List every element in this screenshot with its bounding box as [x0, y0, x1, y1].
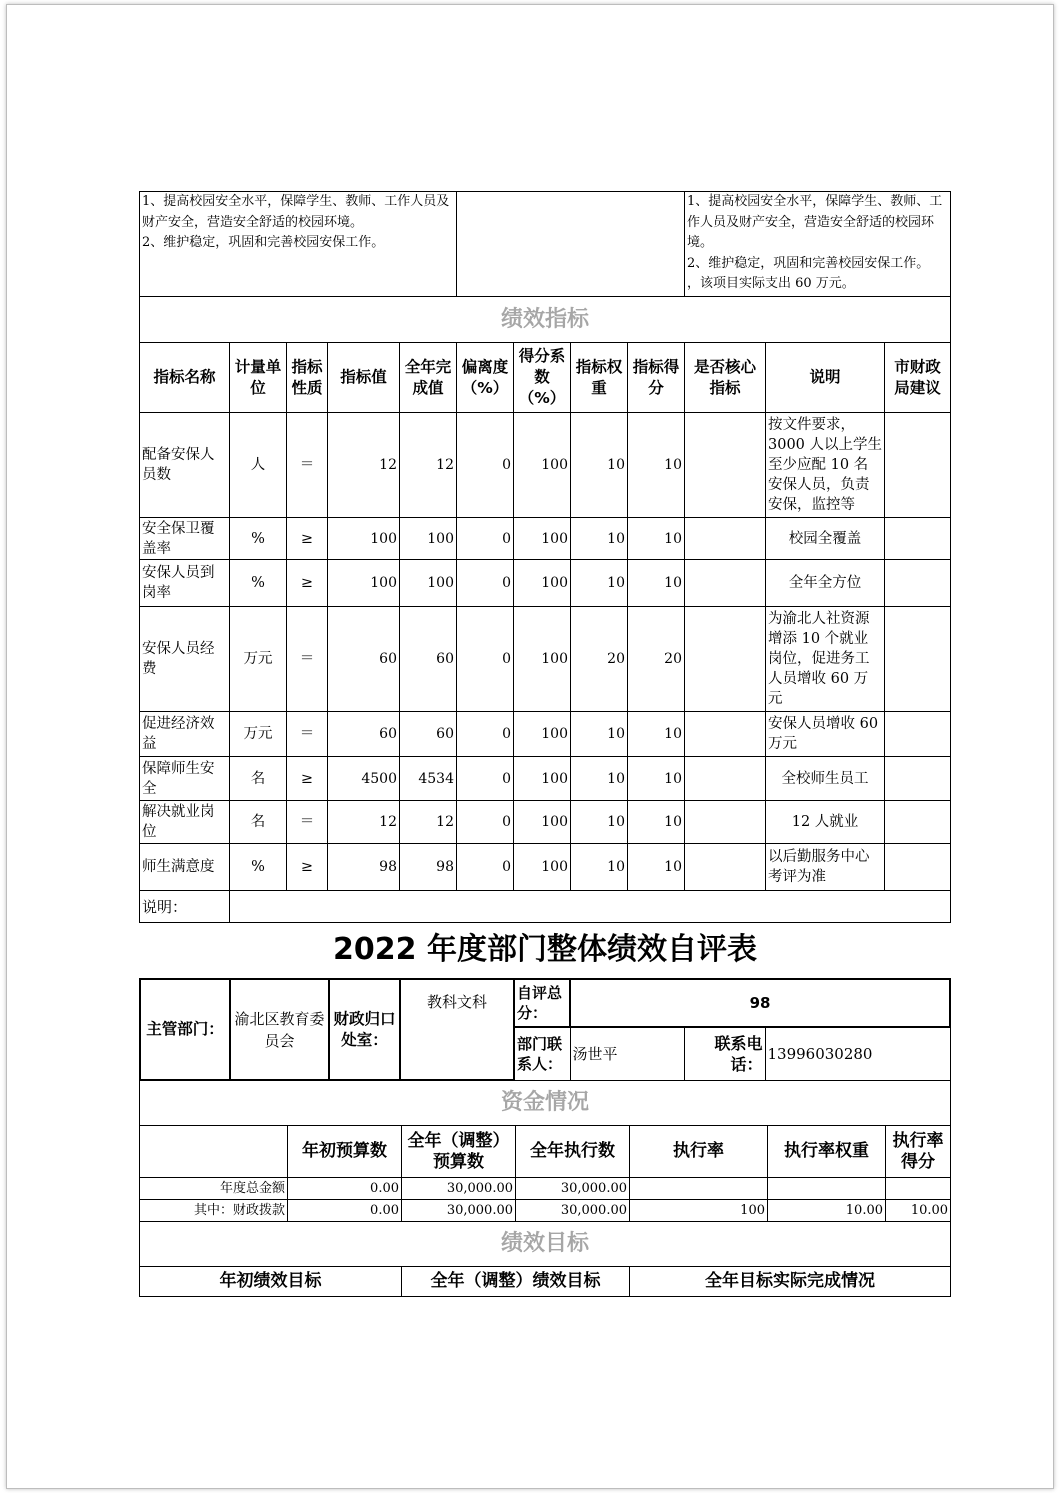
funds-row-fiscal: [140, 1200, 951, 1222]
indicator-score-coef: 100: [514, 844, 571, 891]
indicator-suggestion: [885, 844, 951, 891]
indicator-deviation: 0: [457, 518, 514, 560]
section-title-indicators: 绩效指标: [140, 297, 951, 343]
department-info-table: [139, 978, 951, 1081]
form-title: 2022 年度部门整体绩效自评表: [333, 932, 757, 967]
indicator-row: [140, 801, 951, 844]
actual-completion-text: 1、提高校园安全水平，保障学生、教师、工作人员及财产安全，营造安全舒适的校园环境。 2、维护稳定，巩固和完善校园安保工作。 ，该项目实际支出 60 万元。: [685, 192, 951, 297]
indicator-nature: ≥: [287, 560, 328, 607]
header-cell: 年初预算数: [288, 1126, 402, 1178]
indicator-actual: 100: [400, 518, 457, 560]
indicator-weight: 10: [571, 560, 628, 607]
indicator-unit: %: [230, 518, 287, 560]
indicator-score: 10: [628, 844, 685, 891]
header-cell: 全年完成值: [400, 343, 457, 413]
goal-header-adjusted: 全年（调整）绩效目标: [402, 1267, 630, 1297]
footer-label: 说明：: [140, 891, 230, 923]
header-cell: 是否核心指标: [685, 343, 766, 413]
indicator-unit: 名: [230, 801, 287, 844]
funds-header-row: [140, 1126, 951, 1178]
initial-goal-text: 1、提高校园安全水平，保障学生、教师、工作人员及财产安全，营造安全舒适的校园环境。 2、维护稳定，巩固和完善校园安保工作。: [140, 192, 457, 297]
indicator-core: [685, 712, 766, 757]
header-cell: 说明: [766, 343, 885, 413]
indicator-note: 全年全方位: [766, 560, 885, 607]
indicator-weight: 10: [571, 844, 628, 891]
indicator-row: [140, 844, 951, 891]
finance-office-value: 教科文科: [400, 979, 514, 1080]
contact-label: 部门联系人：: [514, 1027, 570, 1080]
indicator-score-coef: 100: [514, 607, 571, 712]
phone-label: 联系电话：: [684, 1027, 765, 1080]
indicator-note: 全校师生员工: [766, 757, 885, 801]
funds-rate-score: 10.00: [886, 1200, 951, 1222]
indicator-footer-row: [140, 891, 951, 923]
indicator-core: [685, 607, 766, 712]
indicator-name: 安保人员到岗率: [140, 560, 230, 607]
indicator-weight: 10: [571, 801, 628, 844]
indicator-name: 安全保卫覆盖率: [140, 518, 230, 560]
indicator-note: 以后勤服务中心考评为准: [766, 844, 885, 891]
header-cell: 执行率权重: [768, 1126, 886, 1178]
funds-row-label: 其中：财政拨款: [140, 1200, 288, 1222]
indicator-actual: 100: [400, 560, 457, 607]
goals-row: [140, 192, 951, 297]
performance-indicator-table: [139, 191, 951, 923]
indicator-nature: ＝: [287, 712, 328, 757]
indicator-weight: 10: [571, 413, 628, 518]
indicator-weight: 20: [571, 607, 628, 712]
indicator-unit: 名: [230, 757, 287, 801]
indicator-score-coef: 100: [514, 712, 571, 757]
indicator-header-row: [140, 343, 951, 413]
indicator-nature: ＝: [287, 801, 328, 844]
funds-adjusted-budget: 30,000.00: [402, 1178, 516, 1200]
indicator-row: [140, 712, 951, 757]
indicator-score-coef: 100: [514, 757, 571, 801]
indicator-target: 100: [328, 518, 400, 560]
indicator-suggestion: [885, 560, 951, 607]
finance-office-label: 财政归口处室：: [329, 979, 400, 1080]
indicator-score-coef: 100: [514, 518, 571, 560]
funds-executed: 30,000.00: [516, 1178, 630, 1200]
indicator-deviation: 0: [457, 844, 514, 891]
header-cell: 指标性质: [287, 343, 328, 413]
indicator-core: [685, 801, 766, 844]
funds-rate-weight: [768, 1178, 886, 1200]
indicator-score: 10: [628, 712, 685, 757]
indicator-suggestion: [885, 757, 951, 801]
indicator-weight: 10: [571, 712, 628, 757]
funds-executed: 30,000.00: [516, 1200, 630, 1222]
indicator-name: 促进经济效益: [140, 712, 230, 757]
header-cell: 全年执行数: [516, 1126, 630, 1178]
indicator-unit: 万元: [230, 607, 287, 712]
dept-value: 渝北区教育委员会: [230, 979, 329, 1080]
indicator-name: 解决就业岗位: [140, 801, 230, 844]
funds-initial-budget: 0.00: [288, 1178, 402, 1200]
funds-adjusted-budget: 30,000.00: [402, 1200, 516, 1222]
indicator-row: [140, 560, 951, 607]
funds-exec-rate: [630, 1178, 768, 1200]
header-cell: 指标得分: [628, 343, 685, 413]
funds-table: [139, 1080, 951, 1267]
indicator-note: 12 人就业: [766, 801, 885, 844]
indicator-row: [140, 757, 951, 801]
indicator-target: 12: [328, 413, 400, 518]
indicator-score: 10: [628, 560, 685, 607]
indicator-suggestion: [885, 712, 951, 757]
indicator-deviation: 0: [457, 712, 514, 757]
indicator-weight: 10: [571, 757, 628, 801]
indicator-suggestion: [885, 607, 951, 712]
indicator-note: 为渝北人社资源增添 10 个就业岗位，促进务工人员增收 60 万元: [766, 607, 885, 712]
indicator-actual: 12: [400, 801, 457, 844]
indicator-nature: ≥: [287, 757, 328, 801]
indicator-row: [140, 607, 951, 712]
indicator-core: [685, 518, 766, 560]
indicator-score: 10: [628, 757, 685, 801]
funds-row-label: 年度总金额: [140, 1178, 288, 1200]
indicator-deviation: 0: [457, 757, 514, 801]
header-cell: 全年（调整）预算数: [402, 1126, 516, 1178]
header-cell: [140, 1126, 288, 1178]
indicator-actual: 98: [400, 844, 457, 891]
indicator-weight: 10: [571, 518, 628, 560]
indicator-target: 60: [328, 607, 400, 712]
indicator-suggestion: [885, 518, 951, 560]
indicator-note: 按文件要求，3000 人以上学生至少应配 10 名安保人员，负责安保，监控等: [766, 413, 885, 518]
indicator-actual: 60: [400, 712, 457, 757]
indicator-target: 12: [328, 801, 400, 844]
indicator-rows: [140, 413, 951, 891]
indicator-nature: ≥: [287, 518, 328, 560]
indicator-nature: ＝: [287, 607, 328, 712]
dept-label: 主管部门：: [140, 979, 230, 1080]
indicator-core: [685, 560, 766, 607]
contact-value: 汤世平: [570, 1027, 684, 1080]
adjusted-goal-text: [457, 192, 685, 297]
goal-header-initial: 年初绩效目标: [140, 1267, 402, 1297]
funds-row-total: [140, 1178, 951, 1200]
indicator-unit: %: [230, 844, 287, 891]
funds-exec-rate: 100: [630, 1200, 768, 1222]
self-score-label: 自评总分：: [514, 979, 570, 1027]
indicator-target: 60: [328, 712, 400, 757]
indicator-core: [685, 844, 766, 891]
indicator-deviation: 0: [457, 801, 514, 844]
indicator-suggestion: [885, 413, 951, 518]
indicator-actual: 4534: [400, 757, 457, 801]
goal-header-actual: 全年目标实际完成情况: [630, 1267, 951, 1297]
indicator-suggestion: [885, 801, 951, 844]
header-cell: 得分系数（%）: [514, 343, 571, 413]
indicator-name: 师生满意度: [140, 844, 230, 891]
footer-value: [230, 891, 951, 923]
header-cell: 计量单位: [230, 343, 287, 413]
header-cell: 执行率得分: [886, 1126, 951, 1178]
indicator-deviation: 0: [457, 413, 514, 518]
indicator-score-coef: 100: [514, 413, 571, 518]
indicator-score: 10: [628, 801, 685, 844]
indicator-score: 20: [628, 607, 685, 712]
indicator-name: 保障师生安全: [140, 757, 230, 801]
indicator-target: 98: [328, 844, 400, 891]
indicator-core: [685, 413, 766, 518]
indicator-deviation: 0: [457, 607, 514, 712]
indicator-row: [140, 518, 951, 560]
indicator-deviation: 0: [457, 560, 514, 607]
section-title-funds: 资金情况: [140, 1081, 951, 1126]
header-cell: 市财政局建议: [885, 343, 951, 413]
indicator-actual: 12: [400, 413, 457, 518]
indicator-score-coef: 100: [514, 801, 571, 844]
indicator-unit: 人: [230, 413, 287, 518]
indicator-score: 10: [628, 413, 685, 518]
header-cell: 指标值: [328, 343, 400, 413]
header-cell: 执行率: [630, 1126, 768, 1178]
section-title-goals: 绩效目标: [140, 1222, 951, 1267]
self-score-value: 98: [570, 979, 950, 1027]
indicator-core: [685, 757, 766, 801]
indicator-unit: 万元: [230, 712, 287, 757]
indicator-unit: %: [230, 560, 287, 607]
indicator-nature: ＝: [287, 413, 328, 518]
header-cell: 指标名称: [140, 343, 230, 413]
indicator-row: [140, 413, 951, 518]
indicator-score: 10: [628, 518, 685, 560]
funds-rate-weight: 10.00: [768, 1200, 886, 1222]
funds-initial-budget: 0.00: [288, 1200, 402, 1222]
indicator-actual: 60: [400, 607, 457, 712]
indicator-target: 4500: [328, 757, 400, 801]
header-cell: 指标权重: [571, 343, 628, 413]
indicator-score-coef: 100: [514, 560, 571, 607]
header-cell: 偏离度（%）: [457, 343, 514, 413]
indicator-target: 100: [328, 560, 400, 607]
phone-value: 13996030280: [765, 1027, 950, 1080]
indicator-note: 安保人员增收 60 万元: [766, 712, 885, 757]
indicator-name: 安保人员经费: [140, 607, 230, 712]
indicator-name: 配备安保人员数: [140, 413, 230, 518]
funds-rate-score: [886, 1178, 951, 1200]
goals-header-table: [139, 1266, 951, 1297]
indicator-nature: ≥: [287, 844, 328, 891]
indicator-note: 校园全覆盖: [766, 518, 885, 560]
